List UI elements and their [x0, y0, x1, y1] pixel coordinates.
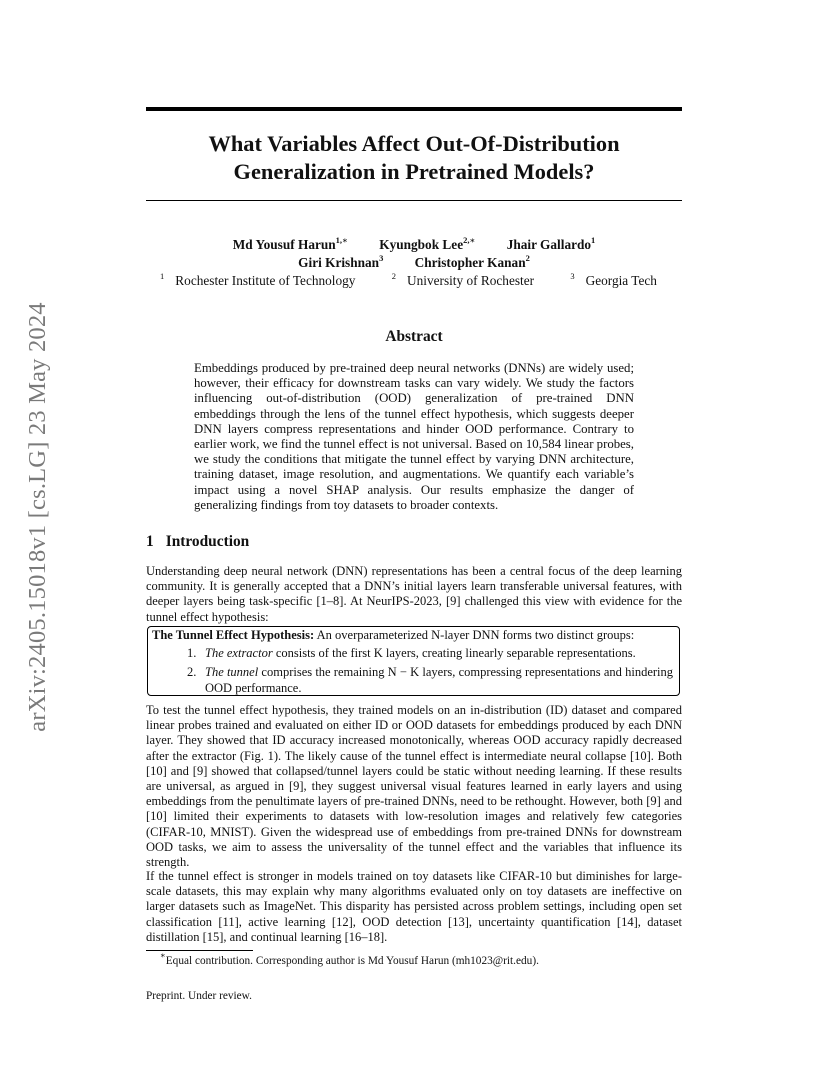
affiliation-rochester [392, 273, 545, 288]
author-row-2 [146, 254, 682, 272]
author-name: Md Yousuf Harun [232, 237, 336, 252]
author-sup: 2,∗ [463, 235, 476, 245]
author-row-1 [146, 236, 682, 254]
author-harun [233, 237, 348, 252]
hypothesis-item-tunnel [152, 665, 675, 695]
footnote-text: Equal contribution. Corresponding author is Md Yousuf Harun (mh1023@rit.edu). [165, 955, 539, 967]
affiliation-row [146, 272, 682, 290]
hypothesis-item-extractor [152, 646, 675, 661]
hypothesis-term: The extractor [205, 646, 273, 661]
list-marker: 2. [187, 665, 197, 680]
author-sup: 1,∗ [335, 235, 348, 245]
hypothesis-box [147, 626, 680, 696]
affiliation-sup: 3 [570, 271, 575, 281]
author-kanan [415, 255, 530, 270]
list-marker: 1. [187, 646, 197, 661]
author-name: Jhair Gallardo [506, 237, 592, 252]
author-lee [379, 237, 475, 252]
intro-paragraph-1: Understanding deep neural network (DNN) representations has been a central focus of the deep learning community. It is generally accepted that a DNN’s initial layers learn transferable universal features, with deeper layers being task-specific [1–8]. At NeurIPS-2023, [9] challenged this view with evidence for the tunnel effect hypothesis: [146, 564, 682, 624]
affiliation-rit [160, 273, 366, 288]
section-title: Introduction [165, 533, 250, 550]
section-heading-introduction [146, 533, 249, 551]
hypothesis-term: The tunnel [205, 665, 259, 680]
arxiv-identifier: arXiv:2405.15018v1 [cs.LG] 23 May 2024 [24, 302, 51, 732]
title-top-rule [146, 107, 682, 111]
author-gallardo [507, 237, 596, 252]
footnote [160, 950, 539, 968]
abstract-text: Embeddings produced by pre-trained deep neural networks (DNNs) are widely used; however, their efficacy for downstream tasks can vary widely. We study the factors influencing out-of-distribution (OOD) generalization of pre-trained DNN embeddings through the lens of the tunnel effect hypothesis, which suggests deeper DNN layers compress representations and hinder OOD performance. Contrary to earlier work, we find the tunnel effect is not universal. Based on 10,584 linear probes, we study the conditions that mitigate the tunnel effect by varying DNN architecture, training dataset, image resolution, and augmentations. We quantify each variable’s impact using a novel SHAP analysis. Our results emphasize the danger of generalizing findings from toy datasets to broader contexts. [194, 361, 634, 512]
intro-paragraph-2: To test the tunnel effect hypothesis, they trained models on an in-distribution (ID) dataset and compared linear probes trained and evaluated on either ID or OOD datasets for embeddings produced by each DNN layer. They showed that ID accuracy increased monotonically, whereas OOD accuracy rapidly decreased after the extractor (Fig. 1). The likely cause of the tunnel effect is intermediate neural collapse [10]. Both [10] and [9] showed that collapsed/tunnel layers could be static without needing learning. If these results are universal, as argued in [9], they suggest universal visual features learned in early layers and using embeddings from the penultimate layers of pre-trained DNNs, need to be rethought. However, both [9] and [10] limited their experiments to datasets with low-resolution images and relatively few categories (CIFAR-10, MNIST). Given the widespread use of embeddings from pre-trained DNNs for downstream OOD tasks, we aim to assess the universality of the tunnel effect and the variables that influence its strength. [146, 703, 682, 870]
hypothesis-item-text: consists of the first K layers, creating linearly separable representations. [275, 646, 636, 661]
footnote-mark: ∗ [160, 950, 166, 960]
author-name: Christopher Kanan [414, 255, 526, 270]
affiliation-sup: 1 [160, 271, 165, 281]
hypothesis-item-text: comprises the remaining N − K layers, compressing representations and hindering OOD performance. [205, 665, 674, 695]
intro-paragraph-3: If the tunnel effect is stronger in models trained on toy datasets like CIFAR-10 but diminishes for large-scale datasets, this may explain why many algorithms evaluated only on toy datasets are ineffective on larger datasets such as ImageNet. This disparity has persisted across problem settings, including open set classification [11], active learning [12], OOD detection [13], uncertainty quantification [14], dataset distillation [15], and continual learning [16–18]. [146, 869, 682, 944]
author-name: Giri Krishnan [298, 255, 380, 270]
author-sup: 3 [379, 253, 384, 263]
affiliation-georgia-tech [570, 273, 668, 288]
title-line-1: What Variables Affect Out-Of-Distribution [208, 131, 620, 156]
title-line-2: Generalization in Pretrained Models? [233, 159, 595, 184]
hypothesis-lead [152, 628, 675, 643]
arxiv-sidebar [20, 272, 56, 762]
title-bottom-rule [146, 200, 682, 201]
affiliation-name: Georgia Tech [585, 273, 657, 288]
paper-title [146, 130, 682, 186]
author-sup: 2 [525, 253, 530, 263]
section-number: 1 [146, 533, 154, 550]
author-block [146, 236, 682, 290]
hypothesis-lead-text: An overparameterized N-layer DNN forms two distinct groups: [316, 628, 635, 642]
affiliation-name: University of Rochester [407, 273, 535, 288]
affiliation-name: Rochester Institute of Technology [175, 273, 356, 288]
author-krishnan [298, 255, 383, 270]
author-name: Kyungbok Lee [379, 237, 464, 252]
author-sup: 1 [591, 235, 596, 245]
abstract-heading: Abstract [385, 328, 443, 345]
affiliation-sup: 2 [391, 271, 397, 281]
preprint-notice: Preprint. Under review. [146, 990, 252, 1002]
hypothesis-title: The Tunnel Effect Hypothesis: [152, 628, 315, 642]
